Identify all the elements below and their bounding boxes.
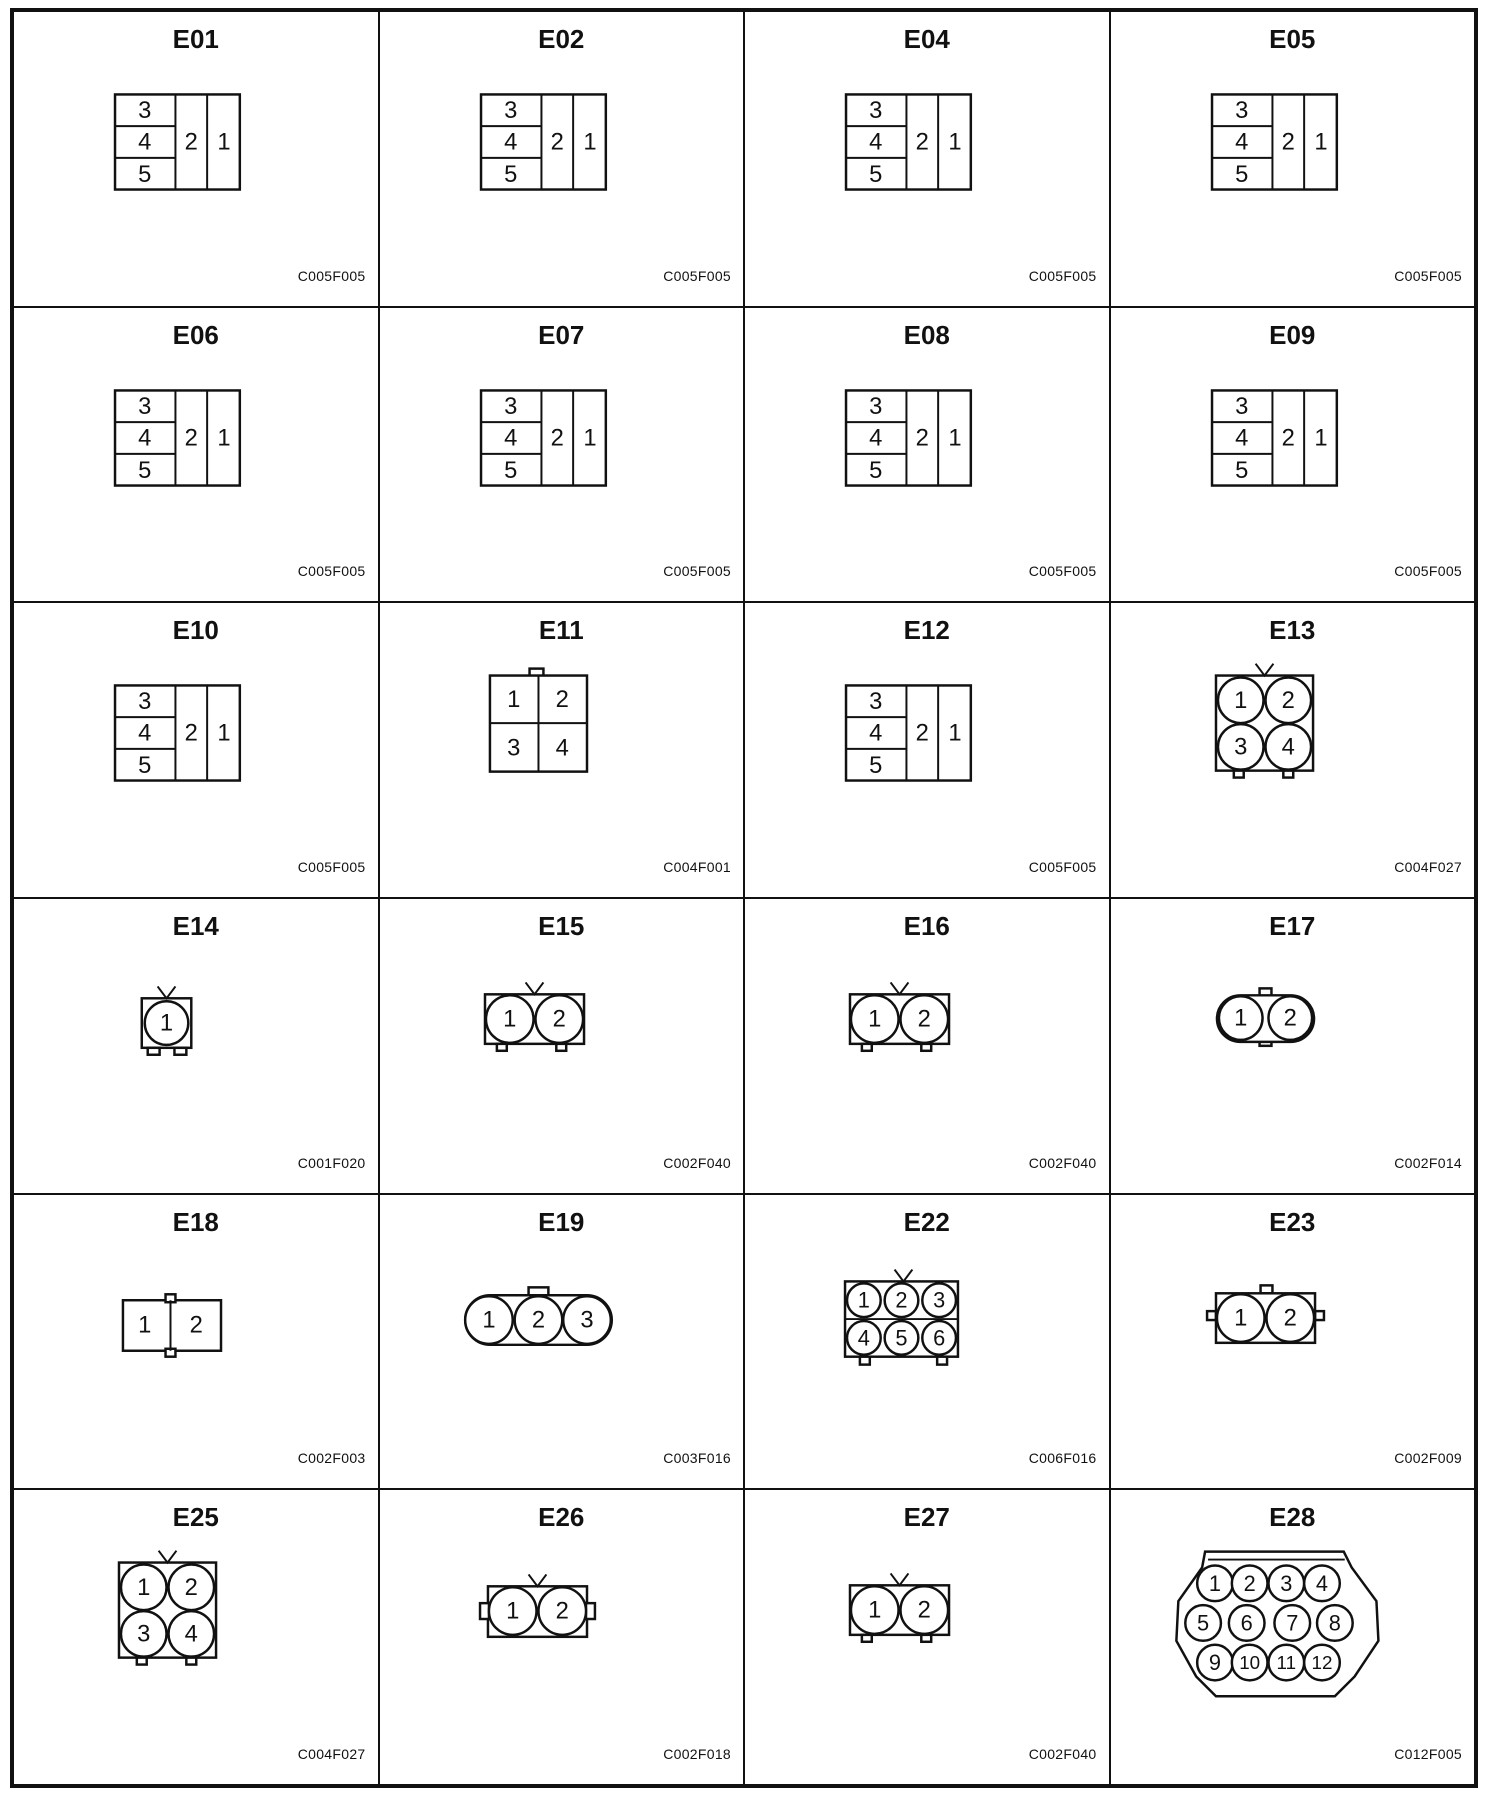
connector-shape [850,982,949,1050]
pin-number: 1 [506,686,520,714]
pin-number: 1 [948,128,962,156]
locking-tab [1233,771,1243,778]
pin-number: 1 [159,1009,174,1037]
pin-number: 4 [503,424,517,452]
connector-cell-e23 [1110,1194,1476,1490]
pin-number: 8 [1328,1610,1341,1636]
connector-shape [846,686,971,781]
connector-cell-e05 [1110,11,1476,307]
diagram-code: C005F005 [663,563,731,580]
pin-number: 3 [869,392,883,420]
latch-mark [1255,664,1273,676]
pin-number: 1 [217,424,231,452]
pin-number: 5 [1234,161,1248,189]
pin-number: 7 [1285,1610,1298,1636]
latch-mark [891,1574,909,1586]
diagram-code: C005F005 [1028,563,1097,580]
connector-id: E06 [172,319,219,350]
pin-number: 3 [138,688,152,716]
connector-face-diagram [745,1195,1109,1489]
connector-cell-e19 [379,1194,745,1490]
diagram-code: C005F005 [1028,267,1097,284]
connector-face-diagram [14,12,378,306]
connector-shape [1215,664,1312,778]
pin-number: 1 [137,1574,151,1602]
connector-face-diagram [14,603,378,897]
diagram-code: C005F005 [297,858,366,875]
pin-number: 1 [1208,1571,1221,1597]
locking-tab [174,1048,186,1055]
connector-id: E16 [903,910,950,941]
diagram-code: C005F005 [1394,267,1462,284]
latch-mark [158,986,176,998]
connector-id: E05 [1269,24,1316,54]
pin-number: 5 [869,161,883,189]
connector-face-diagram [14,1490,378,1784]
pin-number: 4 [869,128,883,156]
connector-shape [115,94,240,189]
connector-shape [481,390,606,485]
connector-shape [119,1551,216,1665]
connector-cell-e07 [379,307,745,603]
pin-number: 2 [915,424,929,452]
connector-shape [465,1287,612,1344]
pin-number: 1 [582,128,597,156]
diagram-code: C002F009 [1394,1450,1462,1467]
connector-id: E26 [538,1502,585,1533]
connector-cell-e28 [1110,1489,1476,1785]
locking-tab [480,1603,489,1619]
diagram-code: C012F005 [1394,1745,1462,1762]
pin-number: 1 [582,424,597,452]
connector-shape [123,1294,221,1356]
connector-shape [142,986,192,1054]
pin-number: 2 [917,1005,931,1033]
pin-number: 4 [1281,733,1295,761]
latch-mark [525,982,543,994]
connector-cell-e06 [13,307,379,603]
pin-number: 3 [1279,1571,1292,1597]
locking-tab [556,1044,566,1051]
locking-tab [921,1044,931,1051]
pin-number: 2 [531,1306,545,1334]
diagram-code: C002F018 [663,1745,731,1762]
pin-number: 2 [184,424,198,452]
connector-face-diagram [380,603,744,897]
locking-tab [137,1658,147,1665]
connector-shape [1212,94,1337,189]
connector-id: E14 [172,910,219,941]
connector-cell-e10 [13,602,379,898]
pin-number: 4 [857,1325,870,1351]
connector-id: E25 [172,1502,219,1533]
connector-id: E08 [903,319,950,350]
pin-number: 5 [869,456,883,484]
connector-face-diagram [1111,308,1475,602]
connector-cell-e12 [744,602,1110,898]
pin-number: 3 [503,392,517,420]
pin-number: 4 [1315,1571,1328,1597]
connector-cell-e27 [744,1489,1110,1785]
connector-shape [1176,1552,1378,1697]
pin-number: 5 [1234,456,1248,484]
pin-number: 1 [868,1596,882,1624]
pin-number: 1 [1313,424,1328,452]
pin-number: 2 [1281,128,1295,156]
pin-number: 2 [1283,1004,1297,1032]
locking-tab [186,1658,196,1665]
connector-shape [850,1574,949,1642]
pin-number: 1 [1233,1004,1247,1032]
pin-number: 5 [1196,1610,1209,1636]
connector-face-diagram [14,1195,378,1489]
pin-number: 5 [138,456,152,484]
connector-cell-e08 [744,307,1110,603]
pin-number: 5 [869,752,883,780]
pin-number: 2 [917,1596,931,1624]
pin-number: 4 [184,1620,198,1648]
connector-shape [846,94,971,189]
pin-number: 2 [184,719,198,747]
connector-face-diagram [745,899,1109,1193]
pin-number: 1 [481,1306,496,1334]
connector-id: E01 [172,24,219,54]
pin-number: 4 [1234,424,1248,452]
locking-tab [148,1048,160,1055]
pin-number: 2 [555,686,569,714]
connector-face-diagram [380,899,744,1193]
connector-face-diagram [1111,603,1475,897]
connector-shape [1207,1285,1324,1342]
connector-face-diagram [745,308,1109,602]
locking-tab [1315,1311,1324,1320]
pin-number: 10 [1238,1652,1260,1674]
pin-number: 5 [138,752,152,780]
diagram-code: C002F040 [1028,1745,1097,1762]
connector-face-diagram [745,1490,1109,1784]
connector-shape [845,1269,958,1364]
connector-face-diagram [14,899,378,1193]
diagram-code: C003F016 [663,1450,731,1467]
locking-tab [862,1635,872,1642]
diagram-code: C005F005 [1394,563,1462,580]
connector-shape [846,390,971,485]
locking-tab [921,1635,931,1642]
pin-number: 3 [1234,392,1248,420]
connector-id: E17 [1269,910,1316,941]
latch-mark [528,1575,546,1587]
pin-number: 3 [503,96,517,124]
connector-face-diagram [1111,12,1475,306]
connector-shape [115,686,240,781]
locking-tab [1283,771,1293,778]
pin-number: 2 [189,1311,203,1339]
pin-number: 5 [138,161,152,189]
connector-face-diagram [380,1195,744,1489]
pin-number: 4 [138,719,152,747]
latch-mark [895,1269,913,1281]
diagram-code: C004F001 [663,858,731,875]
pin-number: 4 [1234,128,1248,156]
pin-number: 2 [550,128,564,156]
connector-shape [1216,988,1313,1045]
pin-number: 3 [138,96,152,124]
pin-number: 11 [1276,1652,1296,1674]
pin-number: 2 [1283,1304,1297,1332]
connector-id: E18 [172,1206,219,1237]
pin-number: 6 [1240,1610,1253,1636]
pin-number: 5 [503,456,517,484]
connector-shape [1212,390,1337,485]
pin-number: 1 [217,719,231,747]
connector-id: E28 [1269,1502,1316,1533]
pin-number: 2 [1243,1571,1256,1597]
diagram-code: C005F005 [297,563,366,580]
connector-face-diagram [745,603,1109,897]
connector-id: E02 [538,24,585,54]
diagram-code: C004F027 [297,1745,366,1762]
latch-mark [891,982,909,994]
connector-id: E10 [172,615,219,646]
connector-face-diagram [1111,1195,1475,1489]
connector-id: E27 [903,1502,950,1533]
connector-cell-e16 [744,898,1110,1194]
connector-id: E22 [903,1206,950,1237]
pin-number: 1 [502,1005,516,1033]
pin-number: 3 [933,1287,946,1313]
diagram-code: C005F005 [1028,858,1097,875]
diagram-code: C004F027 [1394,858,1462,875]
pin-number: 2 [552,1005,566,1033]
connector-cell-e15 [379,898,745,1194]
pin-number: 1 [217,128,231,156]
connector-face-diagram [1111,1490,1475,1784]
pin-number: 1 [868,1005,882,1033]
connector-shape [480,1575,595,1637]
connector-face-diagram [1111,899,1475,1193]
locking-tab [937,1356,947,1364]
diagram-code: C002F040 [1028,1154,1097,1171]
connector-cell-e11 [379,602,745,898]
pin-number: 3 [1234,96,1248,124]
pin-number: 1 [1313,128,1328,156]
diagram-code: C005F005 [663,267,731,284]
connector-face-diagram [14,308,378,602]
pin-number: 4 [555,734,569,762]
connector-cell-e13 [1110,602,1476,898]
connector-id: E23 [1269,1206,1316,1237]
latch-mark [159,1551,177,1563]
pin-number: 5 [895,1325,908,1351]
pin-number: 3 [138,392,152,420]
diagram-code: C002F003 [297,1450,366,1467]
pin-number: 3 [869,688,883,716]
pin-number: 1 [138,1311,152,1339]
diagram-code: C006F016 [1028,1450,1097,1467]
connector-shape [484,982,583,1050]
connector-shape [115,390,240,485]
connector-face-diagram [380,1490,744,1784]
pin-number: 1 [1233,687,1247,715]
pin-number: 2 [550,424,564,452]
pin-number: 4 [869,424,883,452]
connector-cell-e18 [13,1194,379,1490]
pin-number: 2 [915,128,929,156]
pin-number: 2 [1281,687,1295,715]
pin-number: 2 [1281,424,1295,452]
pin-number: 4 [138,128,152,156]
diagram-code: C002F014 [1394,1154,1462,1171]
connector-id: E04 [903,24,950,54]
connector-id: E19 [538,1206,585,1237]
diagram-code: C002F040 [663,1154,731,1171]
locking-tab [586,1603,595,1619]
pin-number: 3 [137,1620,151,1648]
connector-cell-e25 [13,1489,379,1785]
pin-number: 4 [869,719,883,747]
pin-number: 4 [503,128,517,156]
connector-face-diagram [380,308,744,602]
pin-number: 3 [869,96,883,124]
connector-cell-e01 [13,11,379,307]
pin-number: 1 [857,1287,870,1313]
locking-tab [496,1044,506,1051]
pin-number: 1 [948,719,962,747]
locking-tab [1207,1311,1216,1320]
connector-grid [10,8,1478,1788]
pin-number: 1 [948,424,962,452]
connector-cell-e22 [744,1194,1110,1490]
connector-cell-e14 [13,898,379,1194]
locking-tab [860,1356,870,1364]
connector-face-diagram [380,12,744,306]
connector-cell-e02 [379,11,745,307]
connector-id: E11 [538,615,584,646]
connector-id: E15 [538,910,585,941]
pin-number: 2 [555,1597,569,1625]
pin-number: 2 [895,1287,908,1313]
pin-number: 2 [184,128,198,156]
pin-number: 3 [579,1306,594,1334]
pin-number: 6 [933,1325,946,1351]
locking-tab [862,1044,872,1051]
connector-id: E09 [1269,319,1316,350]
diagram-code: C005F005 [297,267,366,284]
connector-id: E13 [1269,615,1316,646]
pin-number: 3 [1233,733,1247,761]
connector-cell-e09 [1110,307,1476,603]
connector-cell-e26 [379,1489,745,1785]
connector-shape [489,669,586,772]
pin-number: 1 [505,1597,519,1625]
connector-id: E07 [538,319,585,350]
connector-cell-e04 [744,11,1110,307]
connector-face-diagram [745,12,1109,306]
pin-number: 5 [503,161,517,189]
connector-shape [481,94,606,189]
diagram-code: C001F020 [297,1154,366,1171]
pin-number: 1 [1233,1304,1247,1332]
pin-number: 9 [1208,1650,1221,1676]
pin-number: 2 [184,1574,198,1602]
pin-number: 2 [915,719,929,747]
pin-number: 12 [1311,1652,1332,1674]
connector-cell-e17 [1110,898,1476,1194]
connector-id: E12 [903,615,950,646]
pin-number: 3 [506,734,520,762]
pin-number: 4 [138,424,152,452]
